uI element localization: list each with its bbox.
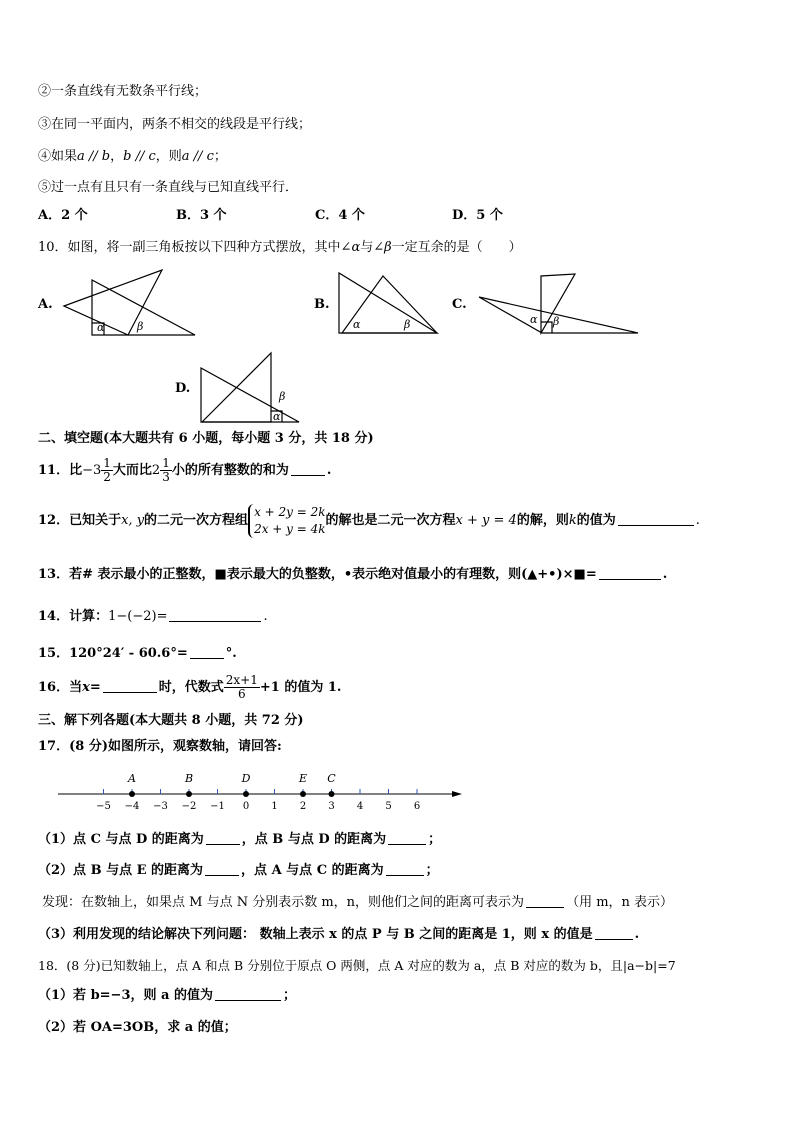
q17-part-3: （3）利用发现的结论解决下列问题： 数轴上表示 x 的点 P 与 B 之间的距离是 1，则 x 的值是 . bbox=[38, 927, 640, 942]
number-line-point bbox=[243, 791, 249, 797]
number-line-point-label: D bbox=[241, 772, 251, 785]
number-line-tick-label: −3 bbox=[153, 801, 168, 812]
q15-answer-blank[interactable] bbox=[190, 646, 224, 659]
number-line-point-label: B bbox=[184, 772, 194, 785]
number-line-tick-label: 1 bbox=[271, 801, 278, 812]
fig-a-beta: β bbox=[137, 320, 144, 333]
q9-statement-2: ②一条直线有无数条平行线； bbox=[38, 84, 208, 99]
number-line-point-label: A bbox=[128, 772, 136, 785]
q17-discovery-blank[interactable] bbox=[526, 895, 564, 908]
q12-text: 12．已知关于x, y的二元一次方程组 x + 2y = 2k 2x + y = 4k 的解也是二元一次方程x + y = 4的解，则k的值为 . bbox=[38, 504, 700, 536]
q9-option-d: D．5 个 bbox=[452, 208, 503, 223]
q9-statement-3: ③在同一平面内，两条不相交的线段是平行线； bbox=[38, 117, 312, 132]
fig-c-alpha: α bbox=[530, 313, 538, 326]
fig-d-alpha: α bbox=[273, 410, 281, 423]
fig-b-alpha: α bbox=[353, 318, 361, 331]
q17-part-2: （2）点 B 与点 E 的距离为 ，点 A 与点 C 的距离为 ； bbox=[38, 863, 439, 878]
q11-text: 11．比−3 $\frac{1}{2}$ 大而比2 $\frac{1}{3}$ 小的所有整数的和为 . bbox=[38, 456, 332, 484]
q10-figures bbox=[0, 0, 794, 440]
fig-d-beta: β bbox=[279, 390, 286, 403]
q18-stem: 18．(8 分)已知数轴上，点 A 和点 B 分别位于原点 O 两侧，点 A 对应的数为 a，点 B 对应的数为 b，且|a−b|=7 bbox=[38, 958, 676, 973]
fig-b-beta: β bbox=[404, 318, 411, 331]
number-line-point-label: C bbox=[327, 772, 336, 785]
section-3-heading: 三、解下列各题(本大题共 8 小题，共 72 分) bbox=[38, 713, 304, 728]
q13-answer-blank[interactable] bbox=[599, 567, 661, 580]
q16-text: 16．当x= 时，代数式 $\frac{2x+1}{6}$ +1 的值为 1. bbox=[38, 673, 342, 701]
q12-answer-blank[interactable] bbox=[618, 513, 694, 526]
number-line-tick-label: 0 bbox=[242, 801, 250, 812]
q14-text: 14．计算：1−(−2)= . bbox=[38, 609, 268, 624]
number-line-tick-label: 6 bbox=[413, 801, 421, 812]
number-line-point bbox=[300, 791, 306, 797]
q18-part-1: （1）若 b=−3，则 a 的值为 ； bbox=[38, 988, 296, 1003]
q9-option-c: C．4 个 bbox=[315, 208, 365, 223]
q9-option-a: A．2 个 bbox=[38, 208, 88, 223]
q17-p1-blank-2[interactable] bbox=[388, 832, 426, 845]
q9-statement-4: ④如果a // b，b // c，则a // c； bbox=[38, 149, 227, 164]
q15-text: 15．120°24′ - 60.6°= °. bbox=[38, 646, 237, 661]
number-line-tick-label: −1 bbox=[210, 801, 225, 812]
number-line-point bbox=[129, 791, 135, 797]
q13-text: 13．若# 表示最小的正整数，■表示最大的负整数，•表示绝对值最小的有理数，则(▲+•)×■= . bbox=[38, 567, 668, 582]
fig-a-alpha: α bbox=[97, 321, 105, 334]
q10-figure-label-d: D. bbox=[175, 381, 191, 396]
fig-c-beta: β bbox=[553, 315, 560, 328]
q17-discovery: 发现：在数轴上，如果点 M 与点 N 分别表示数 m，n，则他们之间的距离可表示为 （用 m，n 表示） bbox=[42, 895, 674, 910]
figure-d bbox=[201, 353, 299, 422]
number-line-point bbox=[329, 791, 335, 797]
section-2-heading: 二、填空题(本大题共有 6 小题，每小题 3 分，共 18 分) bbox=[38, 431, 374, 446]
q17-number-line bbox=[50, 765, 470, 815]
q18-part-2: （2）若 OA=3OB，求 a 的值； bbox=[38, 1020, 237, 1035]
q17-p2-blank-1[interactable] bbox=[205, 863, 239, 876]
number-line-tick-label: −2 bbox=[181, 801, 197, 812]
number-line-tick-label: 5 bbox=[385, 801, 392, 812]
q14-answer-blank[interactable] bbox=[169, 609, 261, 622]
q9-statement-5: ⑤过一点有且只有一条直线与已知直线平行． bbox=[38, 180, 299, 195]
q17-part-1: （1）点 C 与点 D 的距离为 ，点 B 与点 D 的距离为 ； bbox=[38, 832, 442, 847]
q11-answer-blank[interactable] bbox=[291, 463, 325, 476]
number-line-point bbox=[186, 791, 192, 797]
q17-stem: 17．(8 分)如图所示，观察数轴，请回答: bbox=[38, 739, 282, 754]
q10-figure-label-a: A. bbox=[38, 297, 53, 312]
q9-option-b: B．3 个 bbox=[176, 208, 227, 223]
number-line-tick-label: −4 bbox=[124, 801, 140, 812]
number-line-tick-label: 2 bbox=[299, 801, 307, 812]
q18-p1-blank[interactable] bbox=[215, 988, 281, 1001]
q17-p1-blank-1[interactable] bbox=[206, 832, 240, 845]
q17-p3-blank[interactable] bbox=[595, 927, 633, 940]
number-line-point-label: E bbox=[298, 772, 308, 785]
number-line-tick-label: −5 bbox=[96, 801, 111, 812]
figure-a bbox=[64, 270, 195, 335]
q10-figure-label-c: C. bbox=[452, 297, 467, 312]
q16-answer-blank[interactable] bbox=[103, 680, 157, 693]
number-line-arrow bbox=[452, 791, 462, 797]
number-line-tick-label: 3 bbox=[328, 801, 335, 812]
q17-p2-blank-2[interactable] bbox=[386, 863, 424, 876]
q10-stem: 10．如图，将一副三角板按以下四种方式摆放，其中∠α与∠β一定互余的是（ ） bbox=[38, 240, 522, 255]
q10-figure-label-b: B. bbox=[314, 297, 330, 312]
number-line-tick-label: 4 bbox=[356, 801, 364, 812]
